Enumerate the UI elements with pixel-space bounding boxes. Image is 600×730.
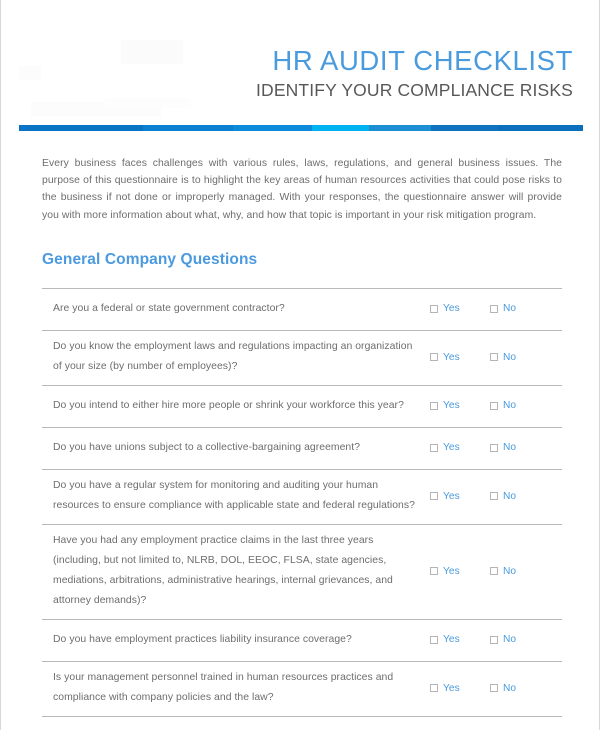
answer-option-yes[interactable] (430, 634, 490, 645)
answer-option-label: No (503, 634, 517, 645)
answer-option-label: No (503, 442, 517, 453)
question-row (42, 524, 562, 619)
questions-table (42, 288, 562, 717)
answer-option-label: Yes (443, 565, 460, 577)
page-subtitle: IDENTIFY YOUR COMPLIANCE RISKS (256, 79, 573, 100)
answer-option-label: Yes (443, 303, 460, 314)
question-text: Is your management personnel trained in human resources practices and compliance with company policies and the law? (53, 672, 394, 703)
header-divider-bar (19, 125, 583, 131)
divider-segment (233, 125, 312, 131)
answer-option-label: No (503, 565, 517, 577)
checkbox-no-icon[interactable] (490, 684, 498, 692)
answer-option-yes[interactable] (430, 303, 490, 314)
question-row (42, 385, 562, 427)
checkbox-yes-icon[interactable] (430, 567, 438, 575)
answer-option-label: Yes (443, 400, 460, 411)
intro-paragraph: Every business faces challenges with various rules, laws, regulations, and general business issues. The purpose of this questionnaire is to highlight the key areas of human resources activities that could pose risks to the business if not done or improperly managed. With your responses, the questionnaire answer will provide you with more information about what, why, and how that topic is important in your risk mitigation program. (42, 158, 562, 221)
checkbox-yes-icon[interactable] (430, 402, 438, 410)
answer-option-label: No (503, 400, 517, 411)
divider-segment (143, 125, 233, 131)
answer-option-no[interactable] (490, 683, 550, 694)
answer-options (430, 491, 562, 502)
answer-option-label: Yes (443, 490, 460, 502)
answer-options (430, 303, 562, 314)
checkbox-yes-icon[interactable] (430, 444, 438, 452)
answer-option-no[interactable] (490, 442, 550, 453)
question-row (42, 619, 562, 661)
checkbox-no-icon[interactable] (490, 444, 498, 452)
document-header (143, 46, 573, 102)
answer-option-label: Yes (443, 682, 460, 694)
divider-segment (369, 125, 431, 131)
checkbox-no-icon[interactable] (490, 492, 498, 500)
question-row (42, 469, 562, 524)
checkbox-no-icon[interactable] (490, 636, 498, 644)
divider-segment (498, 125, 583, 131)
checkbox-no-icon[interactable] (490, 353, 498, 361)
question-row (42, 330, 562, 385)
answer-options (430, 442, 562, 453)
answer-option-label: Yes (443, 442, 460, 453)
answer-option-label: No (503, 490, 517, 502)
answer-option-no[interactable] (490, 303, 550, 314)
divider-segment (19, 125, 143, 131)
checkbox-no-icon[interactable] (490, 402, 498, 410)
answer-option-yes[interactable] (430, 352, 490, 363)
question-row (42, 288, 562, 330)
answer-option-yes[interactable] (430, 400, 490, 411)
answer-options (430, 683, 562, 694)
question-text: Do you intend to either hire more people or shrink your workforce this year? (53, 399, 404, 411)
answer-options (430, 566, 562, 577)
question-row (42, 661, 562, 717)
checkbox-yes-icon[interactable] (430, 684, 438, 692)
question-text: Do you know the employment laws and regulations impacting an organization of your size (by number of employees)? (53, 341, 413, 372)
answer-option-no[interactable] (490, 400, 550, 411)
question-text: Do you have a regular system for monitoring and auditing your human resources to ensure compliance with applicable state and federal regulations? (53, 480, 415, 511)
answer-option-label: No (503, 682, 517, 694)
answer-option-no[interactable] (490, 634, 550, 645)
answer-option-no[interactable] (490, 566, 550, 577)
divider-segment (312, 125, 368, 131)
answer-option-label: Yes (443, 351, 460, 363)
answer-option-yes[interactable] (430, 683, 490, 694)
page-title: HR AUDIT CHECKLIST (272, 45, 573, 76)
question-text: Are you a federal or state government contractor? (53, 302, 285, 314)
question-text: Do you have employment practices liability insurance coverage? (53, 633, 352, 645)
answer-option-yes[interactable] (430, 442, 490, 453)
answer-option-no[interactable] (490, 491, 550, 502)
answer-option-yes[interactable] (430, 491, 490, 502)
answer-options (430, 352, 562, 363)
question-text: Do you have unions subject to a collective-bargaining agreement? (53, 441, 361, 453)
watermark-shape-b (19, 66, 41, 80)
checkbox-yes-icon[interactable] (430, 492, 438, 500)
divider-segment (431, 125, 499, 131)
checkbox-yes-icon[interactable] (430, 353, 438, 361)
question-row (42, 427, 562, 469)
section-heading: General Company Questions (42, 251, 258, 268)
checkbox-no-icon[interactable] (490, 305, 498, 313)
answer-options (430, 634, 562, 645)
answer-option-label: Yes (443, 634, 460, 645)
answer-option-yes[interactable] (430, 566, 490, 577)
question-text: Have you had any employment practice claims in the last three years (including, but not limited to, NLRB, DOL, EEOC, FLSA, state agencies, mediations, arbitrations, administrative hearings, internal grievances, and attorney demands)? (53, 535, 393, 606)
checkbox-no-icon[interactable] (490, 567, 498, 575)
answer-option-label: No (503, 351, 517, 363)
answer-options (430, 400, 562, 411)
watermark-shape-c (31, 102, 161, 116)
checkbox-yes-icon[interactable] (430, 636, 438, 644)
answer-option-label: No (503, 303, 517, 314)
answer-option-no[interactable] (490, 352, 550, 363)
checkbox-yes-icon[interactable] (430, 305, 438, 313)
